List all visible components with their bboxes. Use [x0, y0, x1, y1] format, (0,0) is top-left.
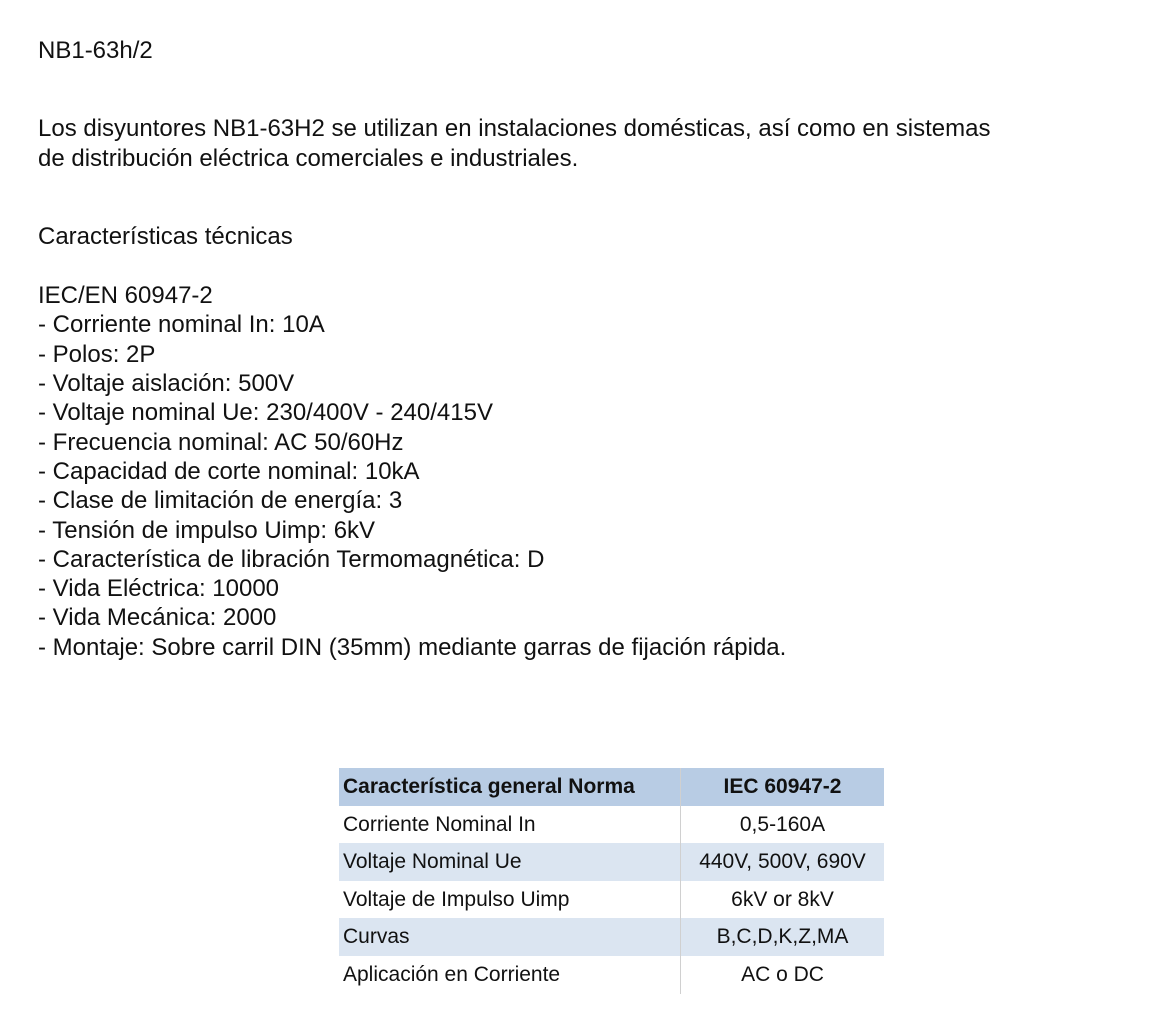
spec-item: - Montaje: Sobre carril DIN (35mm) mediante garras de fijación rápida. [38, 633, 787, 661]
row-label: Voltaje de Impulso Uimp [339, 881, 681, 919]
header-cell: Característica general Norma [339, 768, 681, 806]
intro-line: de distribución eléctrica comerciales e industriales. [38, 144, 579, 172]
row-value: B,C,D,K,Z,MA [716, 925, 849, 949]
table-row [339, 918, 884, 956]
intro-line: Los disyuntores NB1-63H2 se utilizan en instalaciones domésticas, así como en sistemas [38, 115, 991, 143]
spec-table-wrapper [339, 768, 884, 994]
intro-paragraph [38, 114, 1118, 173]
table-header-row [339, 768, 884, 806]
table-row [339, 881, 884, 919]
spec-item: - Voltaje nominal Ue: 230/400V - 240/415V [38, 399, 493, 427]
spec-item: - Característica de libración Termomagnética: D [38, 545, 545, 573]
standard-label: IEC/EN 60947-2 [38, 282, 213, 310]
spec-item: - Corriente nominal In: 10A [38, 311, 325, 339]
spec-item: - Polos: 2P [38, 340, 156, 368]
table-row [339, 806, 884, 844]
spec-item: - Clase de limitación de energía: 3 [38, 487, 403, 515]
row-value: 6kV or 8kV [731, 887, 834, 911]
document-body [38, 36, 1118, 662]
product-title: NB1-63h/2 [38, 37, 153, 64]
row-label: Voltaje Nominal Ue [339, 843, 681, 881]
row-label: Corriente Nominal In [339, 806, 681, 844]
row-value: 0,5-160A [739, 812, 826, 836]
row-value: 440V, 500V, 690V [699, 850, 866, 874]
row-label: Aplicación en Corriente [339, 956, 681, 994]
spec-item: - Tensión de impulso Uimp: 6kV [38, 516, 376, 544]
row-label: Curvas [339, 918, 681, 956]
spec-item: - Frecuencia nominal: AC 50/60Hz [38, 428, 404, 456]
spec-table [339, 768, 884, 994]
spec-item: - Vida Mecánica: 2000 [38, 604, 277, 632]
header-cell: IEC 60947-2 [723, 775, 842, 798]
row-value: AC o DC [741, 962, 824, 986]
spec-item: - Voltaje aislación: 500V [38, 370, 295, 398]
table-row [339, 956, 884, 994]
spec-item: - Vida Eléctrica: 10000 [38, 575, 280, 603]
spec-item: - Capacidad de corte nominal: 10kA [38, 457, 420, 485]
table-row [339, 843, 884, 881]
spec-list [38, 281, 1118, 662]
section-title: Características técnicas [38, 222, 293, 250]
